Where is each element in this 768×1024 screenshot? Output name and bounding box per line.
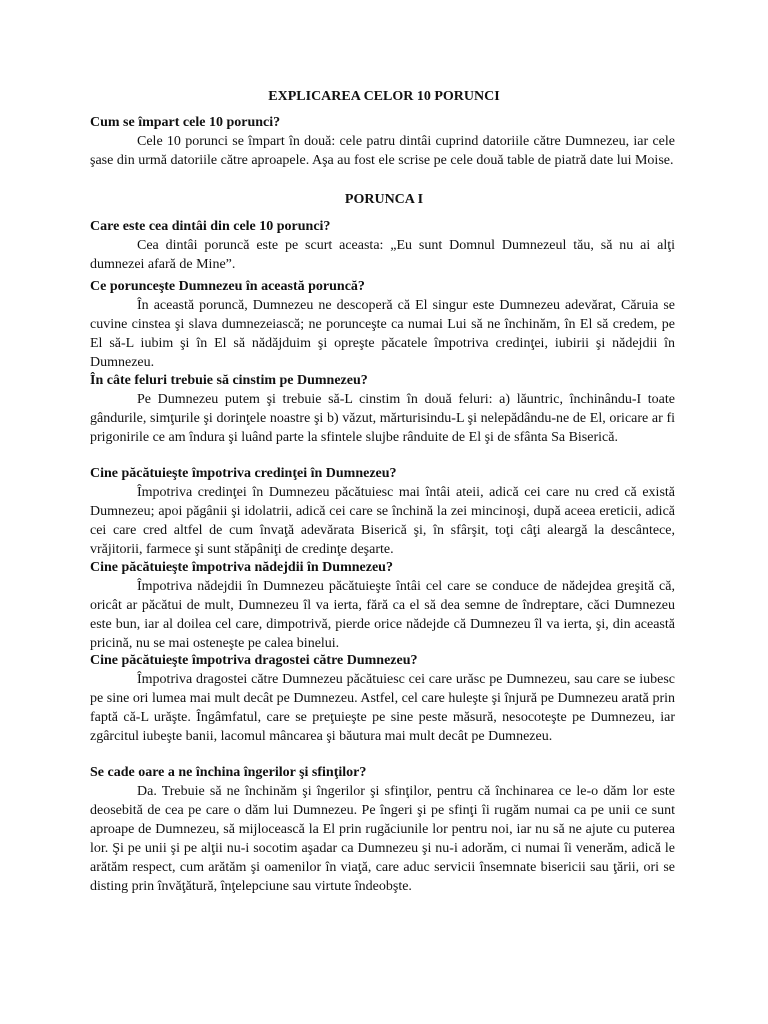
question-heading: Se cade oare a ne închina îngerilor şi sfinţilor? [90,765,367,780]
answer-paragraph: Cea dintâi poruncă este pe scurt aceasta: „Eu sunt Domnul Dumnezeul tău, să nu ai alţi dumnezei afară de Mine”. [90,238,675,272]
qa-block [90,558,675,653]
qa-block [90,464,675,559]
answer-paragraph: În această poruncă, Dumnezeu ne descoperă că El singur este Dumnezeu adevărat, Căruia se cuvine cinstea şi slava dumnezeiască; ne porunceşte ca numai Lui să ne închinăm, în El să credem, pe El să-L iubim şi în El să nădăjduim şi opreşte păcatele împotriva credinţei, iubirii şi nădejdii în Dumnezeu. [90,298,675,370]
qa-block [90,651,675,746]
answer-paragraph: Da. Trebuie să ne închinăm şi îngerilor şi sfinţilor, pentru că închinarea ce le-o dăm lor este deosebită de cea pe care o dăm lui Dumnezeu. Pe îngeri şi pe sfinţi îi rugăm numai ca pe unii ce sunt aproape de Dumnezeu, să mijlocească la El prin rugăciunile lor pentru noi, iar nu să ne ajute cu puterea lor. Şi pe unii şi pe alţii nu-i socotim aşadar ca Dumnezeu şi nu-i adorăm, ci numai îi venerăm, adică le arătăm respect, cum arătăm şi oamenilor în viaţă, care aduc servicii însemnate bisericii sau ţării, ori se disting prin învăţătură, înţelepciune sau virtute îndeobşte. [90,784,675,894]
document-title: EXPLICAREA CELOR 10 PORUNCI [268,89,500,104]
qa-block [90,763,675,896]
question-heading: Cine păcătuieşte împotriva credinţei în Dumnezeu? [90,466,397,481]
qa-block [90,277,675,372]
answer-paragraph: Împotriva credinţei în Dumnezeu păcătuiesc mai întâi ateii, adică cei care nu cred că există Dumnezeu; apoi păgânii şi idolatrii, adică cei care se închină la zei mincinoşi, după aceea ereticii, adică cei care cred altfel de cum învaţă adevărata Biserică şi, în sfârşit, toţi câţi aleargă la descântece, vrăjitorii, farmece şi sunt stăpâniţi de credinţe deşarte. [90,485,675,557]
intro-block [90,113,675,170]
question-heading: În câte feluri trebuie să cinstim pe Dumnezeu? [90,373,368,388]
answer-paragraph: Cele 10 porunci se împart în două: cele patru dintâi cuprind datoriile către Dumnezeu, iar cele şase din urmă datoriile către aproapele. Aşa au fost ele scrise pe cele două table de piatră date lui Moise. [90,134,675,168]
question-heading: Cum se împart cele 10 porunci? [90,115,281,130]
question-heading: Ce porunceşte Dumnezeu în această poruncă? [90,279,365,294]
qa-block [90,217,675,274]
question-heading: Cine păcătuieşte împotriva dragostei către Dumnezeu? [90,653,418,668]
answer-paragraph: Împotriva nădejdii în Dumnezeu păcătuieşte întâi cel care se conduce de nădejdea greşită că, oricât ar păcătui de mult, Dumnezeu îl va ierta, fără ca el să dea semne de îndreptare, căci Dumnezeu este bun, iar al doilea cel care, dimpotrivă, pierde orice nădejde că Dumnezeu îl va ierta, şi, din această pricină, nu se mai osteneşte pe calea binelui. [90,579,675,651]
question-heading: Care este cea dintâi din cele 10 porunci? [90,219,331,234]
section-title: PORUNCA I [344,192,424,207]
qa-block [90,371,675,447]
answer-paragraph: Pe Dumnezeu putem şi trebuie să-L cinstim în două feluri: a) lăuntric, închinându-I toate gândurile, simţurile şi dorinţele noastre şi b) văzut, mărturisindu-L şi nelepădându-ne de El, oricare ar fi prigonirile ce am îndura şi luând parte la sfintele slujbe rânduite de El şi de sfânta Sa Biserică. [90,392,675,445]
question-heading: Cine păcătuieşte împotriva nădejdii în Dumnezeu? [90,560,393,575]
answer-paragraph: Împotriva dragostei către Dumnezeu păcătuiesc cei care urăsc pe Dumnezeu, sau care se iubesc pe sine ori lumea mai mult decât pe Dumnezeu. Astfel, cel care huleşte şi înjură pe Dumnezeu arată prin faptă că-L urăşte. Îngâmfatul, care se preţuieşte pe sine peste măsură, nesocoteşte pe Dumnezeu, iar zgârcitul iubeşte banii, lacomul mâncarea şi băutura mai mult decât pe Dumnezeu. [90,672,675,744]
